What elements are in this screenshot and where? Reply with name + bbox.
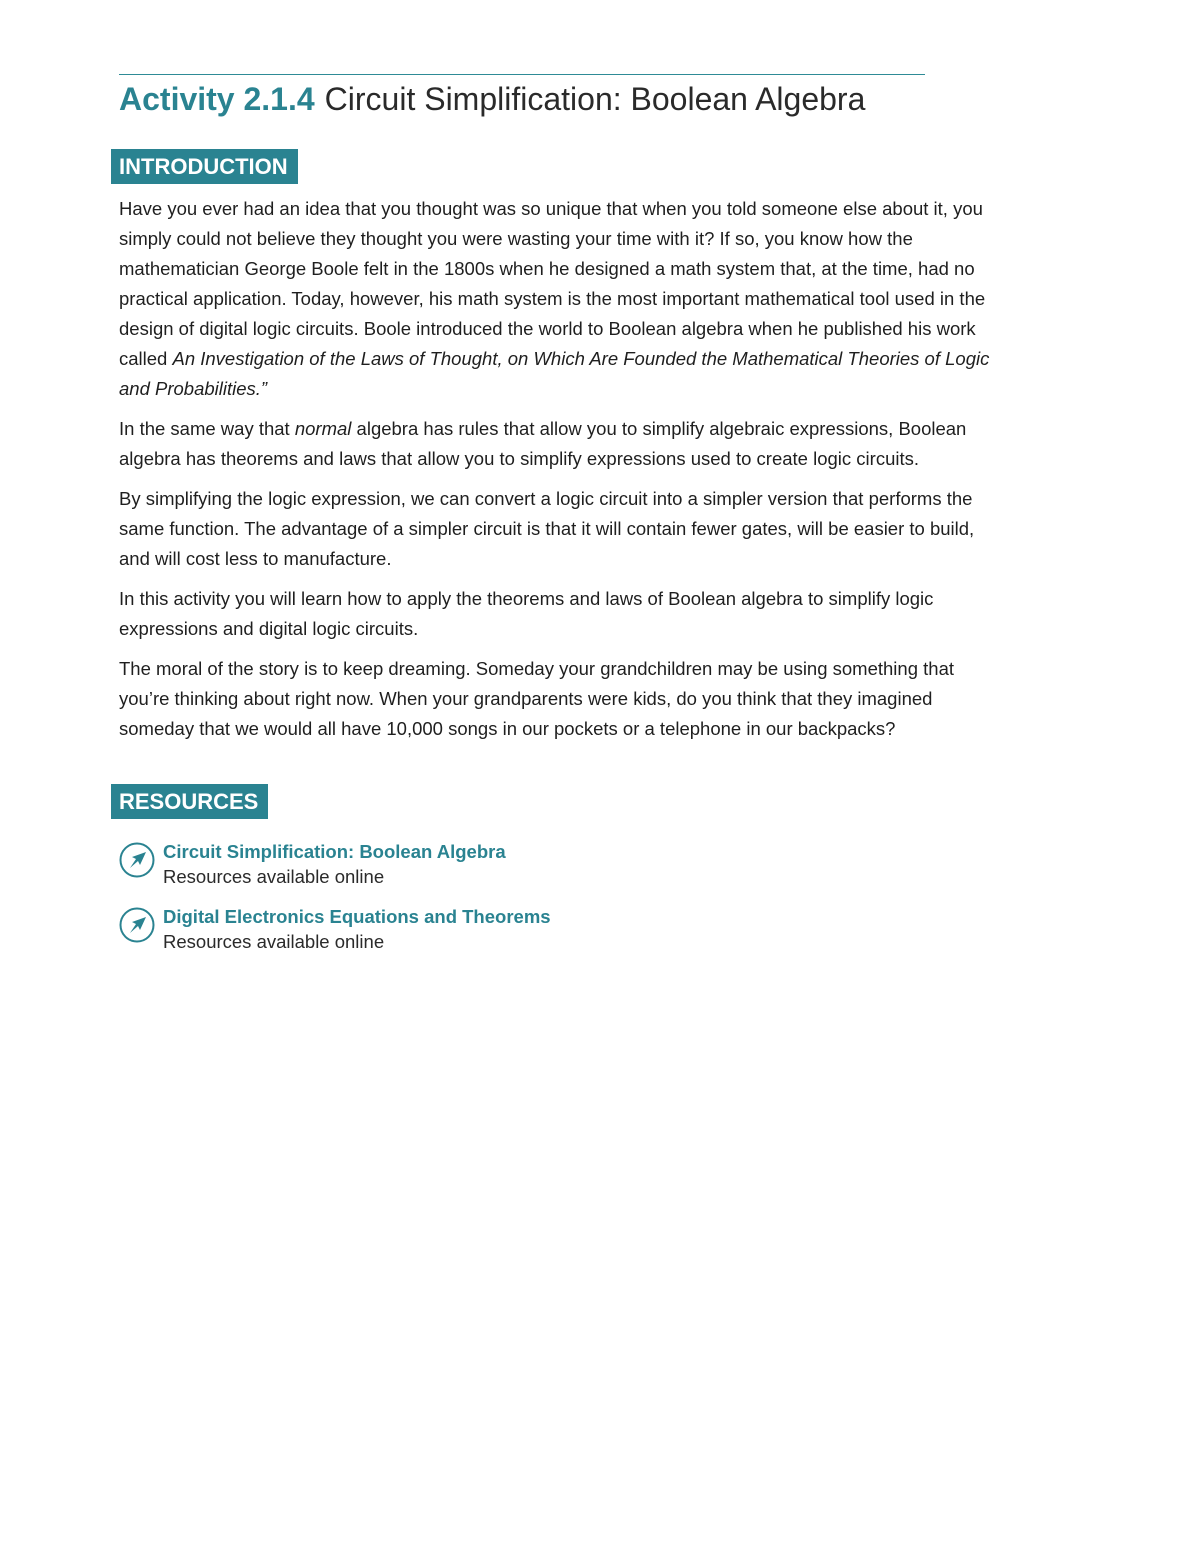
intro-paragraph-5: The moral of the story is to keep dreaming. Someday your grandchildren may be using something that you’re thinking about right now. When your grandparents were kids, do you think that they imagined someday that we would all have 10,000 songs in our pockets or a telephone in our backpacks? [119,658,954,739]
resources-heading: RESOURCES [111,784,268,819]
emphasis-normal: normal [294,418,352,439]
intro-paragraph-2 [119,414,1009,474]
intro-paragraph-1 [119,194,1009,404]
intro-paragraph-2-start: In the same way that [119,418,295,439]
resource-subtitle: Resources available online [163,931,385,952]
resource-link-equations-theorems[interactable]: Digital Electronics Equations and Theorems [163,906,551,927]
resource-subtitle: Resources available online [163,866,385,887]
activity-title: Circuit Simplification: Boolean Algebra [324,81,866,117]
resource-item [119,839,1009,891]
launch-rocket-icon [119,907,155,943]
document-page [119,74,1009,969]
resources-list [119,839,1009,956]
launch-rocket-icon [119,842,155,878]
resource-item [119,904,1009,956]
introduction-heading: INTRODUCTION [111,149,298,184]
intro-paragraph-1-text: Have you ever had an idea that you thought was so unique that when you told someone else about it, you simply could not believe they thought you were wasting your time with it? If so, you know how the mathematician George Boole felt in the 1800s when he designed a math system that, at the time, had no practical application. Today, however, his math system is the most important mathematical tool used in the design of digital logic circuits. Boole introduced the world to Boolean algebra when he published his work called [119,198,986,369]
title-rule [119,74,925,75]
book-title: An Investigation of the Laws of Thought, on Which Are Founded the Mathematical Theories of Logic and Probabilities.” [119,348,990,399]
resource-link-circuit-simplification[interactable]: Circuit Simplification: Boolean Algebra [163,841,506,862]
page-title [119,79,1009,119]
intro-paragraph-2-end: algebra has rules that allow you to simplify algebraic expressions, Boolean algebra has theorems and laws that allow you to simplify expressions used to create logic circuits. [119,418,967,469]
intro-paragraph-3: By simplifying the logic expression, we can convert a logic circuit into a simpler version that performs the same function. The advantage of a simpler circuit is that it will contain fewer gates, will be easier to build, and will cost less to manufacture. [119,488,975,569]
activity-number: Activity 2.1.4 [119,81,315,117]
introduction-body [119,194,1009,744]
intro-paragraph-4: In this activity you will learn how to apply the theorems and laws of Boolean algebra to simplify logic expressions and digital logic circuits. [119,588,934,639]
